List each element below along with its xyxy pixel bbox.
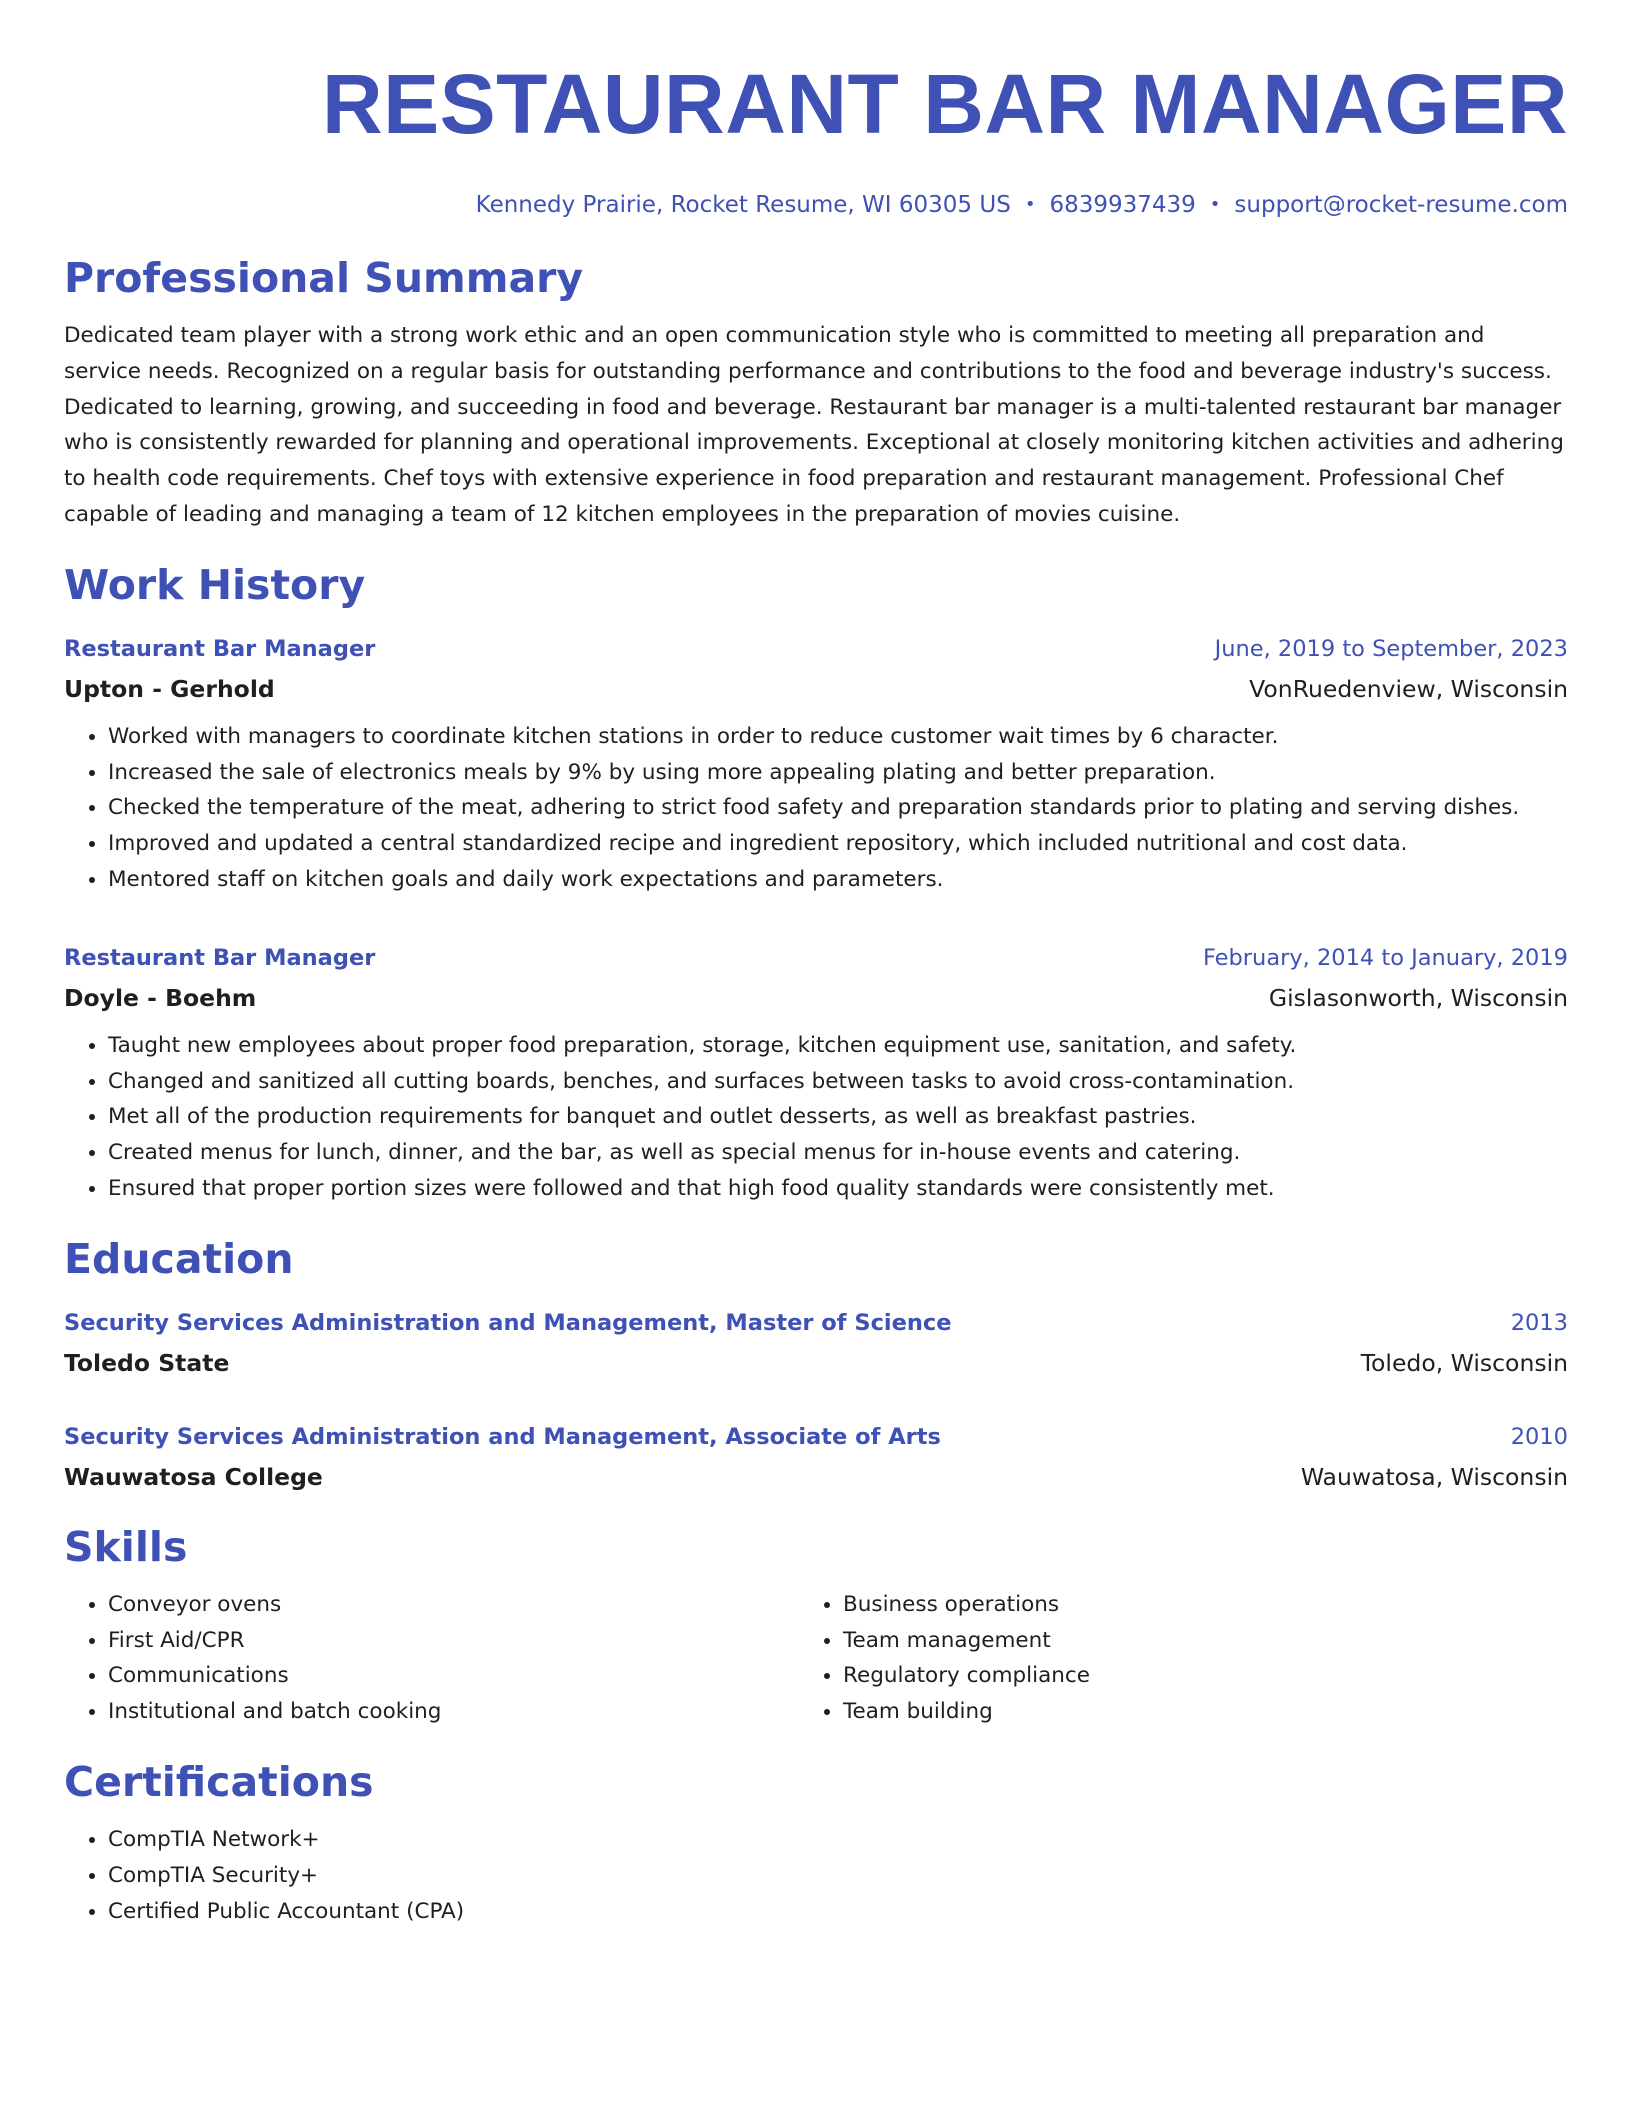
job-location: Gislasonworth, Wisconsin	[1268, 983, 1568, 1012]
job-location: VonRuedenview, Wisconsin	[1249, 674, 1568, 703]
certification-item: • CompTIA Security+	[108, 1858, 1568, 1894]
job-company-row	[64, 671, 1568, 707]
skill-item: • Business operations	[843, 1587, 1499, 1623]
certification-item: • Certified Public Accountant (CPA)	[108, 1894, 1568, 1930]
job-entry	[64, 631, 1568, 898]
job-bullet: • Changed and sanitized all cutting boards, benches, and surfaces between tasks to avoid cross-contamination.	[108, 1064, 1568, 1100]
job-bullet: • Worked with managers to coordinate kitchen stations in order to reduce customer wait times by 6 character.	[108, 719, 1568, 755]
skill-item: • First Aid/CPR	[108, 1623, 799, 1659]
job-bullet-list	[64, 719, 1568, 898]
education-header-row	[64, 1305, 1568, 1341]
job-header-row	[64, 940, 1568, 976]
skill-item: • Team management	[843, 1623, 1499, 1659]
job-header-row	[64, 631, 1568, 667]
job-bullet: • Created menus for lunch, dinner, and the bar, as well as special menus for in-house events and catering.	[108, 1135, 1568, 1171]
job-company-row	[64, 980, 1568, 1016]
education-school-row	[64, 1459, 1568, 1495]
education-entry	[64, 1419, 1568, 1495]
resume-header	[64, 52, 1568, 220]
contact-separator: •	[1209, 194, 1221, 215]
work-history-heading: Work History	[64, 560, 366, 609]
contact-separator: •	[1024, 194, 1036, 215]
education-location: Wauwatosa, Wisconsin	[1300, 1462, 1568, 1491]
job-entry	[64, 940, 1568, 1207]
contact-email: support@rocket-resume.com	[1234, 192, 1568, 218]
education-school: Toledo State	[64, 1348, 230, 1377]
education-heading: Education	[64, 1234, 294, 1283]
summary-heading: Professional Summary	[64, 254, 584, 302]
certifications-section	[64, 1756, 1568, 1929]
skills-section	[64, 1521, 1568, 1730]
contact-address: Kennedy Prairie, Rocket Resume, WI 60305 US	[475, 192, 1011, 218]
skills-list-left	[64, 1587, 799, 1730]
education-school: Wauwatosa College	[64, 1462, 323, 1491]
education-degree: Security Services Administration and Management, Master of Science	[64, 1309, 952, 1336]
job-company: Doyle - Boehm	[64, 983, 257, 1012]
skill-item: • Regulatory compliance	[843, 1658, 1499, 1694]
summary-section	[64, 252, 1568, 533]
contact-line	[64, 190, 1568, 220]
job-bullet: • Increased the sale of electronics meals by 9% by using more appealing plating and better preparation.	[108, 755, 1568, 791]
work-history-section	[64, 559, 1568, 1207]
job-bullet: • Taught new employees about proper food preparation, storage, kitchen equipment use, sanitation, and safety.	[108, 1028, 1568, 1064]
contact-phone: 6839937439	[1049, 192, 1196, 218]
education-location: Toledo, Wisconsin	[1360, 1348, 1568, 1377]
resume-title: RESTAURANT BAR MANAGER	[321, 57, 1568, 151]
certifications-list	[64, 1822, 1568, 1929]
job-bullet: • Met all of the production requirements for banquet and outlet desserts, as well as breakfast pastries.	[108, 1099, 1568, 1135]
job-dates: February, 2014 to January, 2019	[1202, 944, 1568, 971]
skill-item: • Communications	[108, 1658, 799, 1694]
education-year: 2013	[1510, 1309, 1568, 1336]
skill-item: • Conveyor ovens	[108, 1587, 799, 1623]
certification-item: • CompTIA Network+	[108, 1822, 1568, 1858]
education-header-row	[64, 1419, 1568, 1455]
education-section	[64, 1233, 1568, 1495]
job-bullet: • Improved and updated a central standardized recipe and ingredient repository, which included nutritional and cost data.	[108, 826, 1568, 862]
skills-columns	[64, 1587, 1568, 1730]
job-dates: June, 2019 to September, 2023	[1214, 635, 1568, 662]
job-company: Upton - Gerhold	[64, 674, 275, 703]
job-bullet-list	[64, 1028, 1568, 1207]
job-bullet: • Ensured that proper portion sizes were followed and that high food quality standards were consistently met.	[108, 1171, 1568, 1207]
education-year: 2010	[1510, 1423, 1568, 1450]
skills-heading: Skills	[64, 1522, 188, 1571]
job-title: Restaurant Bar Manager	[64, 635, 376, 662]
job-title: Restaurant Bar Manager	[64, 944, 376, 971]
education-entry	[64, 1305, 1568, 1381]
job-bullet: • Checked the temperature of the meat, adhering to strict food safety and preparation standards prior to plating and serving dishes.	[108, 790, 1568, 826]
job-bullet: • Mentored staff on kitchen goals and daily work expectations and parameters.	[108, 862, 1568, 898]
skill-item: • Team building	[843, 1694, 1499, 1730]
education-degree: Security Services Administration and Management, Associate of Arts	[64, 1423, 941, 1450]
skill-item: • Institutional and batch cooking	[108, 1694, 799, 1730]
education-school-row	[64, 1345, 1568, 1381]
certifications-heading: Certifications	[64, 1757, 374, 1806]
summary-text: Dedicated team player with a strong work ethic and an open communication style who is committed to meeting all preparation and service needs. Recognized on a regular basis for outstanding performance and contributions to the food and beverage industry's success. Dedicated to learning, growing, and succeeding in food and beverage. Restaurant bar manager is a multi-talented restaurant bar manager who is consistently rewarded for planning and operational improvements. Exceptional at closely monitoring kitchen activities and adhering to health code requirements. Chef toys with extensive experience in food preparation and restaurant management. Professional Chef capable of leading and managing a team of 12 kitchen employees in the preparation of movies cuisine.	[64, 323, 1564, 527]
skills-list-right	[799, 1587, 1499, 1730]
